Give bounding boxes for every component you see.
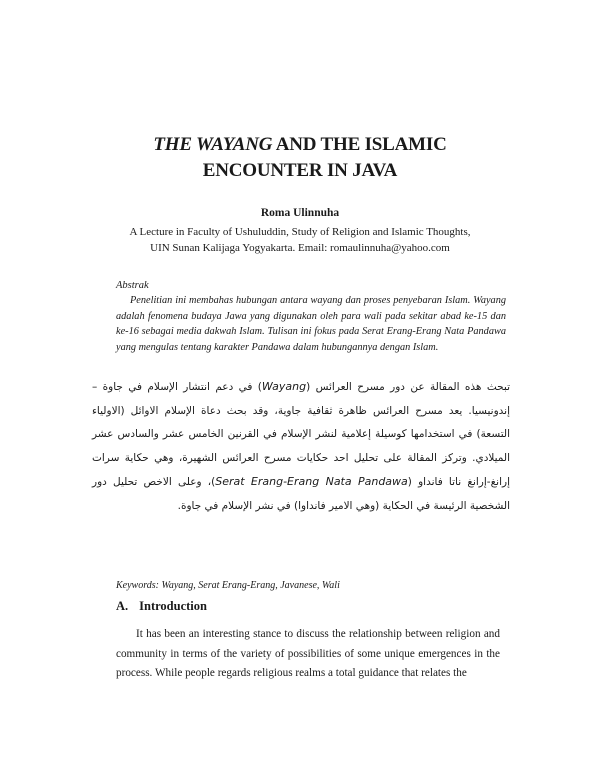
- keywords: Keywords: Wayang, Serat Erang-Erang, Javanese, Wali: [116, 580, 340, 591]
- section-title: Introduction: [139, 599, 207, 613]
- arabic-abstract-part2: ) في دعم انتشار الإسلام في جاوة – إندونيسيا. يعد مسرح العرائس ظاهرة ثقافية جاوية، وقد بحث دعاة الإسلام الاوائل (الاولياء التسعة) في استخدامها كوسيلة إعلامية لنشر الإسلام في القرنين الخامس عشر والسادس عشر الميلادي. وتركز المقالة على تحليل احد حكايات مسرح العرائس الشهيرة، وهي حكاية سرات إرانغ-إرانغ ناتا فانداو (: [92, 381, 510, 488]
- author-affiliation: [70, 224, 530, 256]
- author-name: Roma Ulinnuha: [260, 207, 340, 219]
- title-italic-part: THE WAYANG: [153, 134, 273, 155]
- abstract-label: Abstrak: [116, 280, 149, 291]
- section-number: A.: [116, 599, 129, 613]
- arabic-abstract-part3: )، وعلى الاخص تحليل دور الشخصية الرئيسة في الحكاية (وهي الامير فانداوا) في نشر الإسلام في جاوة.: [92, 476, 510, 512]
- arabic-abstract: [92, 375, 510, 518]
- arabic-term-wayang: Wayang: [261, 380, 307, 393]
- section-body-text: It has been an interesting stance to discuss the relationship between religion and community in terms of the variety of possibilities of some unique emergences in the process. While people regards religious realms a total guidance that relates the: [116, 628, 500, 679]
- title-rest-line1: AND THE ISLAMIC: [275, 134, 447, 155]
- arabic-term-serat: Serat Erang-Erang Nata Pandawa: [215, 475, 408, 488]
- section-heading: [116, 599, 207, 614]
- affiliation-line1: A Lecture in Faculty of Ushuluddin, Study of Religion and Islamic Thoughts,: [129, 226, 471, 238]
- title-line2: ENCOUNTER IN JAVA: [202, 160, 398, 181]
- affiliation-line2: UIN Sunan Kalijaga Yogyakarta. Email: romaulinnuha@yahoo.com: [150, 242, 450, 254]
- abstract-text: Penelitian ini membahas hubungan antara wayang dan proses penyebaran Islam. Wayang adalah fenomena budaya Jawa yang digunakan oleh para wali pada sekitar abad ke-15 dan ke-16 sebagai media dakwah Islam. Tulisan ini fokus pada Serat Erang-Erang Nata Pandawa yang mengulas tentang karakter Pandawa dalam hubungannya dengan Islam.: [116, 295, 506, 353]
- paper-title: [60, 132, 540, 184]
- arabic-abstract-part1: تبحث هذه المقالة عن دور مسرح العرائس (: [306, 381, 510, 393]
